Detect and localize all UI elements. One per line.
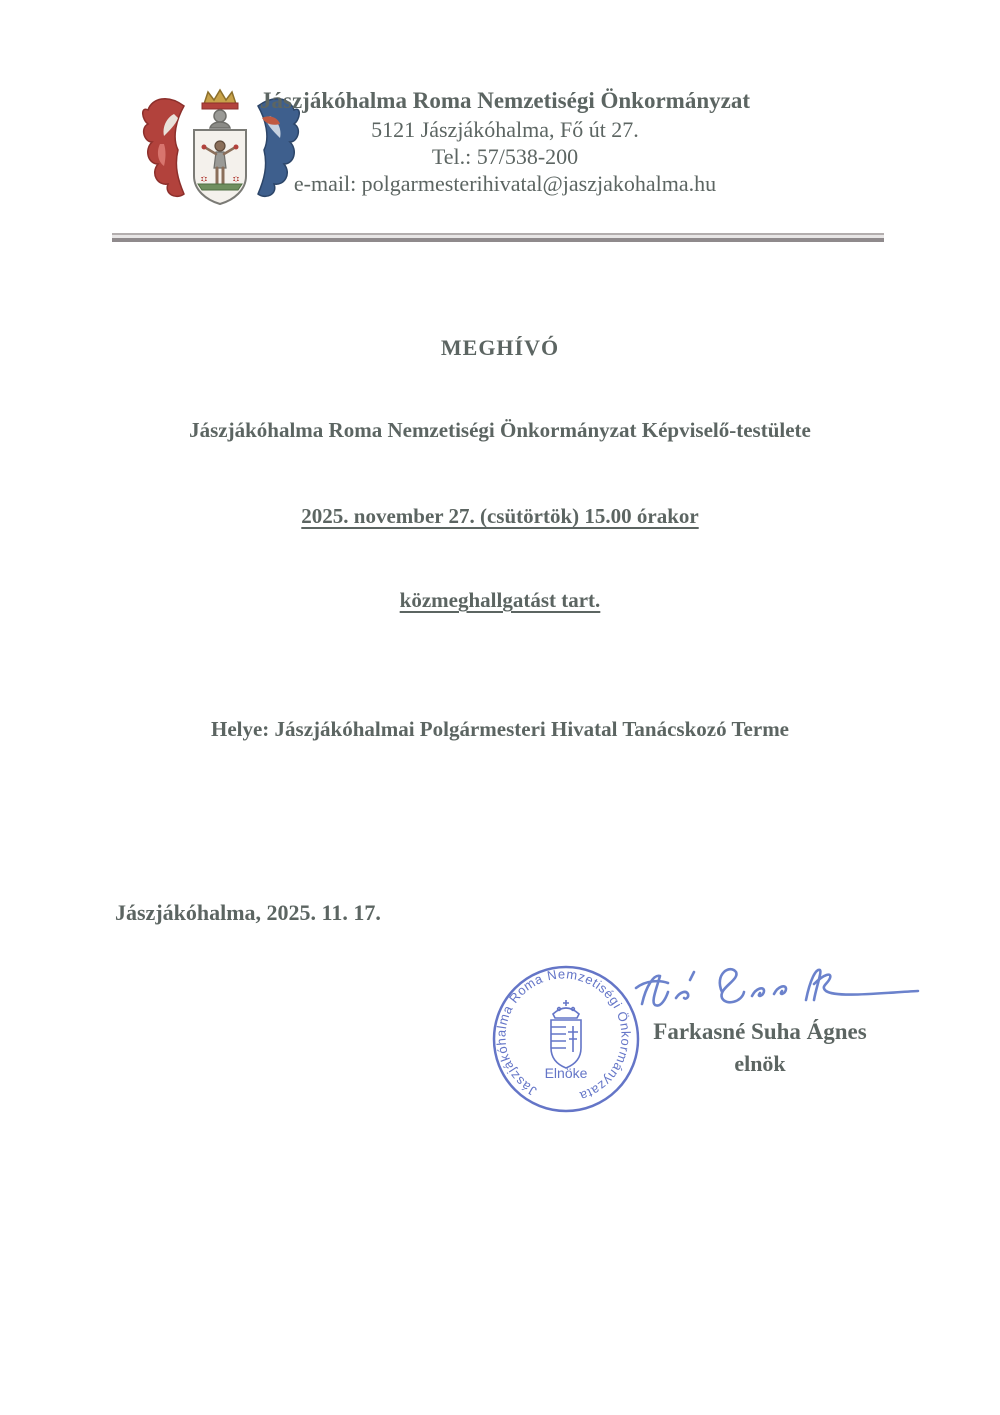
signatory-name: Farkasné Suha Ágnes: [653, 1019, 867, 1044]
header-divider: [112, 233, 884, 242]
action-line: közmeghallgatást tart.: [399, 588, 601, 612]
org-name: Jászjákóhalma Roma Nemzetiségi Önkormányzat: [260, 88, 750, 113]
subject-line: Jászjákóhalma Roma Nemzetiségi Önkormányzat Képviselő-testülete: [189, 418, 811, 442]
datetime-line: 2025. november 27. (csütörtök) 15.00 órakor: [301, 504, 699, 528]
stamp-center-text: Elnöke: [544, 1065, 588, 1081]
document-title: MEGHÍVÓ: [440, 335, 560, 360]
signature-scribble-icon: [630, 958, 925, 1020]
org-email: e-mail: polgarmesterihivatal@jaszjakohalma.hu: [293, 171, 717, 196]
letterhead: [0, 80, 1000, 220]
signatory-title: elnök: [734, 1051, 786, 1076]
stamp-ring-text: Jászjákóhalma Roma Nemzetiségi Önkormányzata: [493, 966, 634, 1105]
org-phone: Tel.: 57/538-200: [431, 144, 579, 169]
org-address: 5121 Jászjákóhalma, Fő út 27.: [371, 117, 639, 142]
dateline: Jászjákóhalma, 2025. 11. 17.: [115, 900, 381, 925]
signatory-block: [600, 1016, 920, 1080]
location-line: Helye: Jászjákóhalmai Polgármesteri Hivatal Tanácskozó Terme: [210, 717, 790, 741]
letterhead-text: [110, 86, 900, 197]
